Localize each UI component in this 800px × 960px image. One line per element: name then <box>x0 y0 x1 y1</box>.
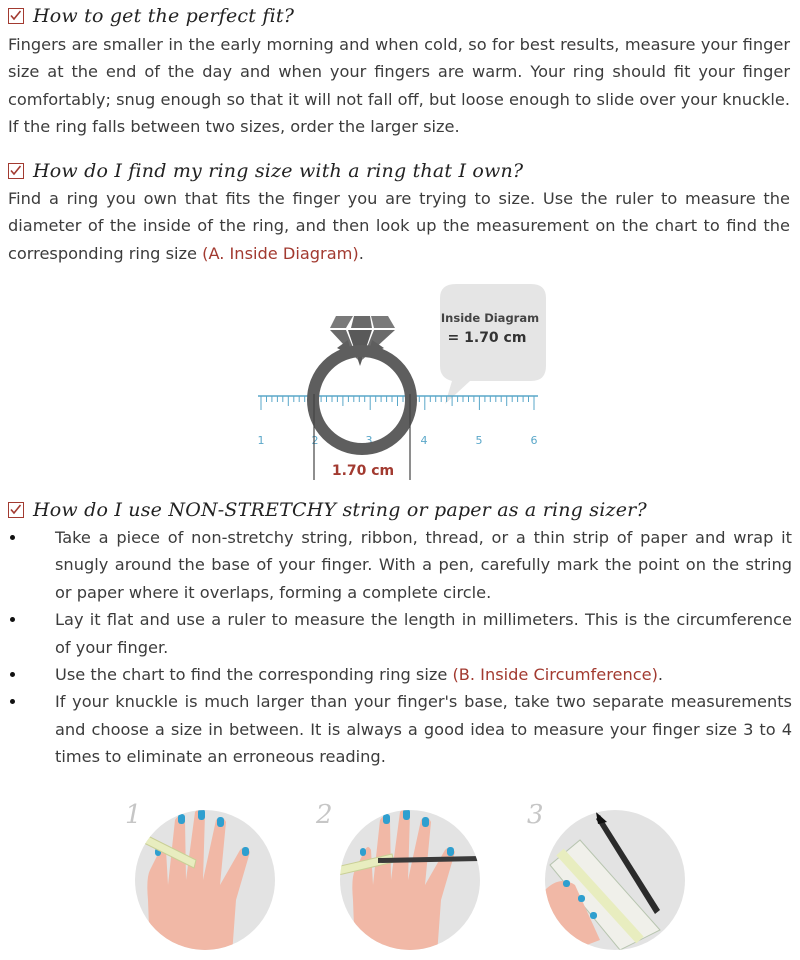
bubble-value: = 1.70 cm <box>447 330 527 346</box>
question-own-ring <box>8 160 523 182</box>
list-item-text: Lay it flat and use a ruler to measure the length in millimeters. This is the circumference of your finger. <box>55 610 792 657</box>
list-item <box>0 524 792 606</box>
ruler-number: 1 <box>257 434 265 447</box>
inside-circumference-link[interactable]: (B. Inside Circumference) <box>452 665 658 685</box>
step-number: 3 <box>527 800 544 830</box>
section-heading: How to get the perfect fit? <box>33 5 295 27</box>
ruler-number: 5 <box>475 434 483 447</box>
step-number: 1 <box>125 800 142 830</box>
ring-icon <box>313 351 411 449</box>
sentence-end: . <box>657 665 664 685</box>
inside-diagram-link[interactable]: (A. Inside Diagram) <box>202 243 359 263</box>
list-item-text: Take a piece of non-stretchy string, ribbon, thread, or a thin strip of paper and wrap it snugly around the base of your finger. With a pen, carefully mark the point on the string or paper where it overlaps, forming a complete circle. <box>55 528 792 602</box>
step-1-illustration <box>125 800 275 955</box>
step-number: 2 <box>316 800 333 830</box>
ruler-number: 4 <box>420 434 428 447</box>
question-perfect-fit <box>8 5 294 27</box>
measurement-label: 1.70 cm <box>331 463 395 479</box>
own-ring-text: Find a ring you own that fits the finger you are trying to size. Use the ruler to measure the diameter of the inside of the ring, and then look up the measurement on the chart to find the corresponding ring size <box>8 189 790 263</box>
fit-paragraph: Fingers are smaller in the early morning and when cold, so for best results, measure your finger size at the end of the day and when your fingers are warm. Your ring should fit your finger comfortably; snug enough so that it will not fall off, but loose enough to slide over your knuckle. If the ring falls between two sizes, order the larger size. <box>8 35 790 136</box>
bullet-icon <box>10 672 15 677</box>
list-item <box>0 688 792 770</box>
step-2-illustration <box>315 800 480 955</box>
list-item-text: If your knuckle is much larger than your finger's base, take two separate measurements and choose a size in between. It is always a good idea to measure your finger size 3 to 4 times to eliminate an erroneous reading. <box>55 692 792 767</box>
step-3-illustration <box>527 800 685 955</box>
own-ring-paragraph <box>8 185 790 267</box>
section-heading: How do I use NON-STRETCHY string or paper as a ring sizer? <box>33 499 647 521</box>
instruction-list <box>0 524 792 771</box>
list-item-text: Use the chart to find the corresponding ring size <box>55 665 448 685</box>
measurement-steps <box>0 790 800 960</box>
bullet-icon <box>10 617 15 622</box>
bubble-title: Inside Diagram <box>440 311 540 325</box>
ruler-number: 2 <box>311 434 319 447</box>
section-heading: How do I find my ring size with a ring that I own? <box>33 160 524 182</box>
speech-bubble <box>440 284 546 404</box>
list-item <box>0 661 792 688</box>
ruler-number: 3 <box>365 434 373 447</box>
question-string-sizer <box>8 499 647 521</box>
checkbox-icon <box>8 163 24 179</box>
bullet-icon <box>10 699 15 704</box>
ruler-number: 6 <box>530 434 538 447</box>
checkbox-icon <box>8 8 24 24</box>
checkbox-icon <box>8 502 24 518</box>
list-item <box>0 606 792 661</box>
inside-diagram <box>0 270 800 485</box>
bullet-icon <box>10 535 15 540</box>
sentence-end: . <box>358 243 364 263</box>
